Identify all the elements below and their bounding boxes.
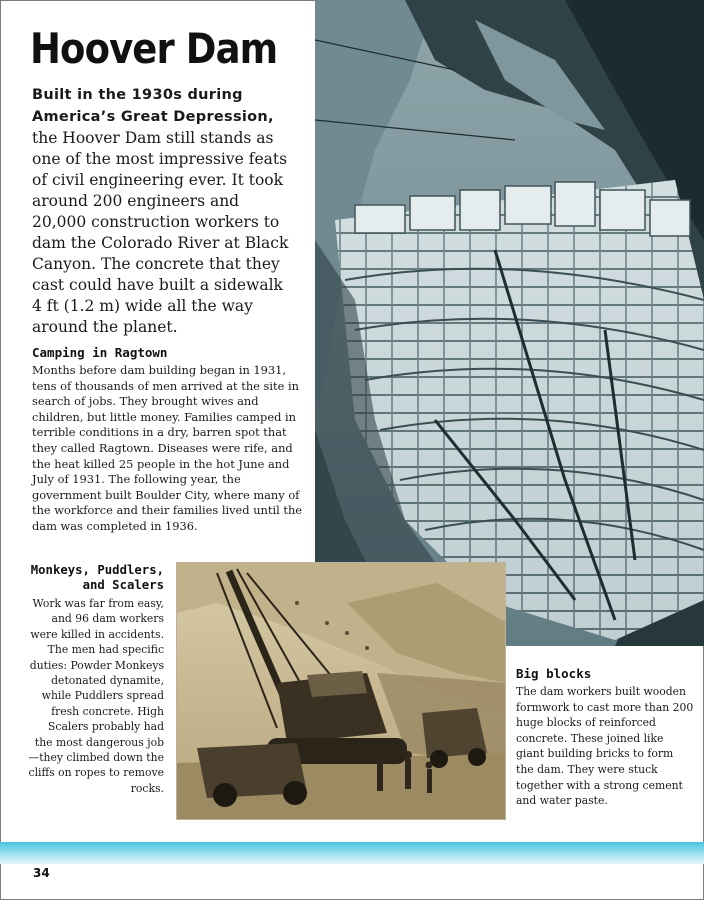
excavator-photo	[176, 562, 506, 820]
intro-lead: Built in the 1930s during America’s Great Depression,	[32, 87, 274, 125]
big-blocks-body: The dam workers built wooden formwork to cast more than 200 huge blocks of reinforced concrete. These joined like giant building bricks to form the dam. They were stuck together with a strong cement and water paste.	[516, 685, 694, 808]
monkeys-section	[28, 563, 164, 796]
monkeys-body: Work was far from easy, and 96 dam workers were killed in accidents. The men had specific duties: Powder Monkeys detonated dynamite, while Puddlers spread fresh concrete. High Scalers probably had the most dangerous job—they climbed down the cliffs on ropes to remove rocks.	[28, 597, 164, 795]
footer-band	[0, 842, 704, 864]
ragtown-body: Months before dam building began in 1931, tens of thousands of men arrived at the site in search of jobs. They brought wives and children, but little money. Families camped in terrible conditions in a dry, barren spot that they called Ragtown. Diseases were rife, and the heat killed 25 people in the hot June and July of 1931. The following year, the government built Boulder City, where many of the workforce and their families lived until the dam was completed in 1936.	[32, 363, 303, 533]
intro-body: the Hoover Dam still stands as one of the most impressive feats of civil engineering ever. It took around 200 engineers and 20,000 construction workers to dam the Colorado River at Black Canyon. The concrete that they cast could have built a sidewalk 4 ft (1.2 m) wide all the way around the planet.	[32, 129, 289, 336]
page-number: 34	[33, 866, 50, 880]
big-blocks-heading: Big blocks	[516, 666, 592, 681]
monkeys-heading: Monkeys, Puddlers, and Scalers	[30, 563, 164, 592]
ragtown-section	[32, 345, 304, 535]
big-blocks-section	[516, 666, 694, 809]
dam-construction-photo	[315, 0, 704, 646]
ragtown-heading: Camping in Ragtown	[32, 345, 168, 360]
page-title: Hoover Dam	[30, 24, 278, 73]
intro-paragraph	[32, 84, 294, 338]
